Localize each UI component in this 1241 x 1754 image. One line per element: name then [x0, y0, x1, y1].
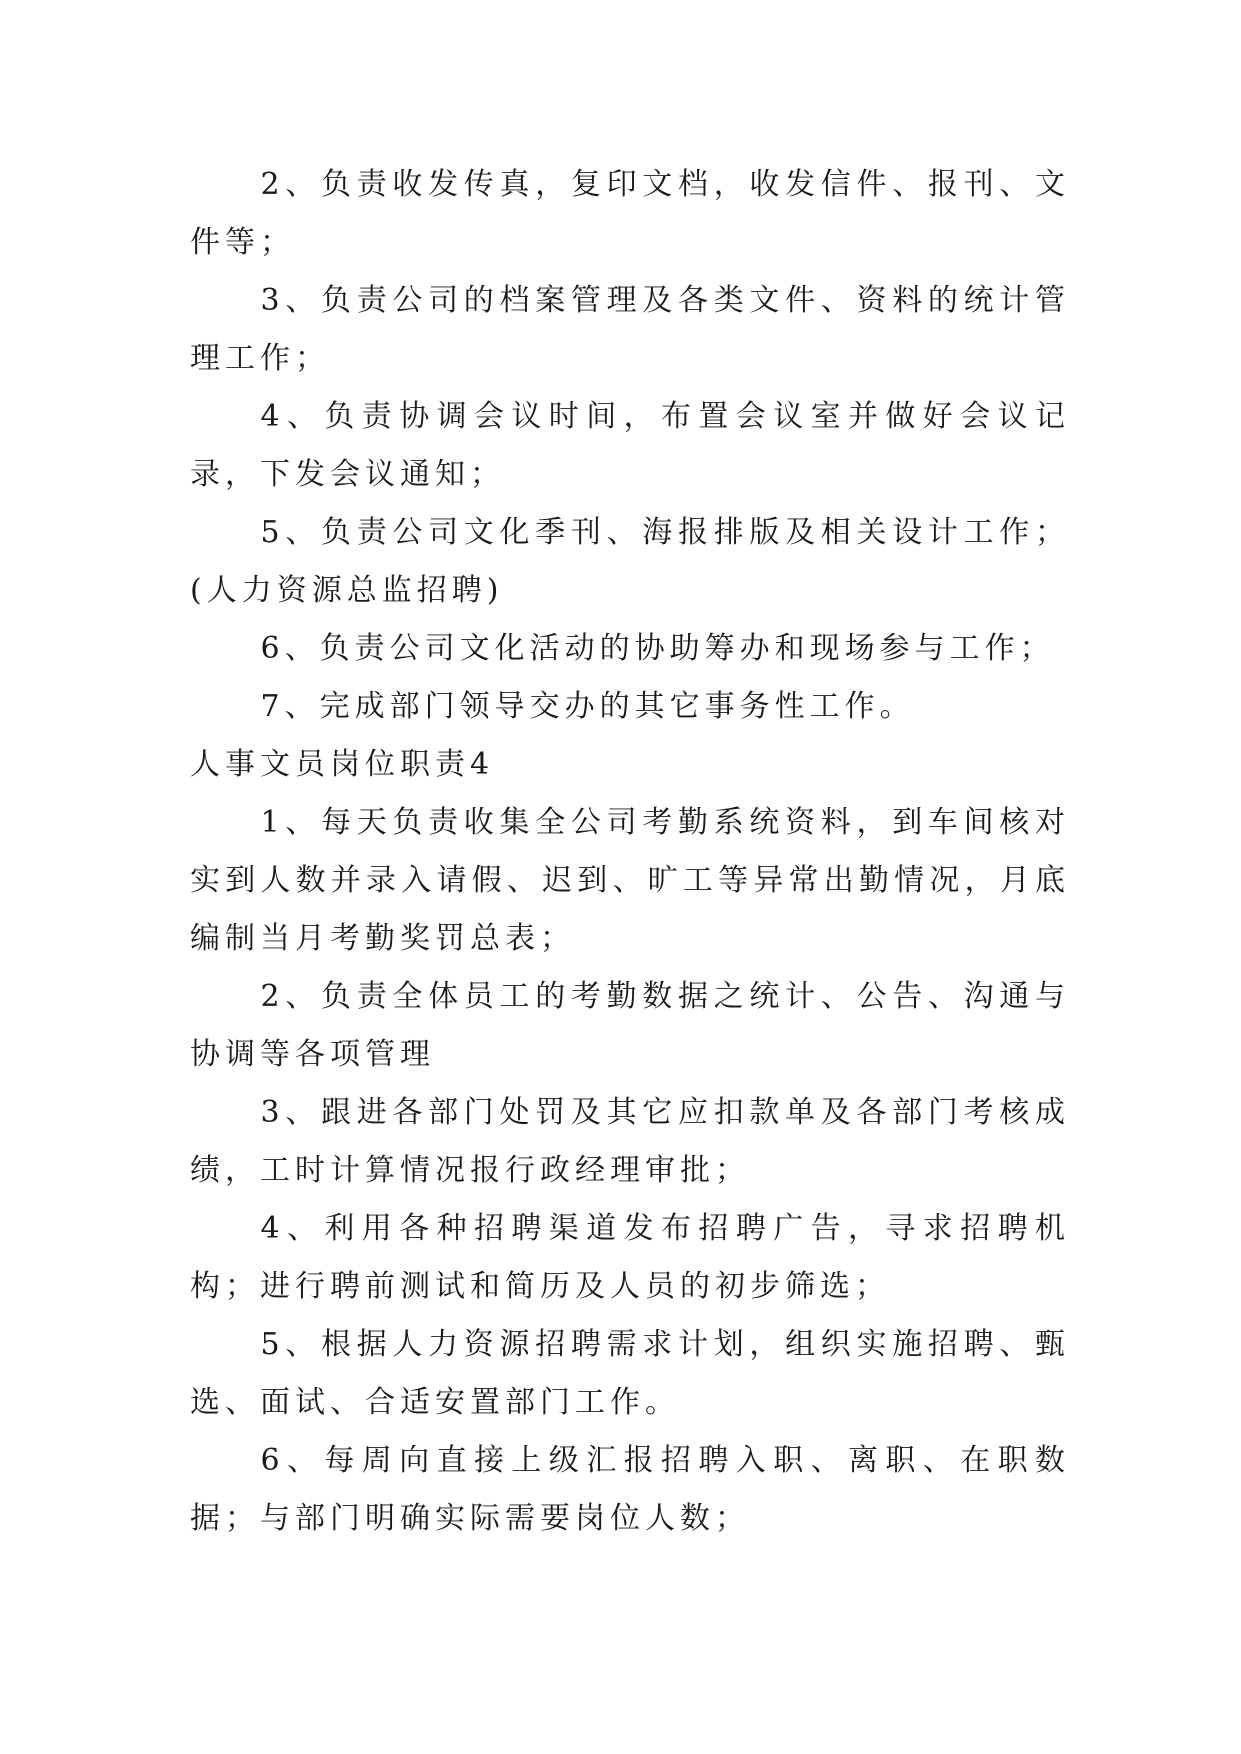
duty-item-6: 6、每周向直接上级汇报招聘入职、离职、在职数据；与部门明确实际需要岗位人数；	[190, 1443, 1070, 1536]
duty-item-5: 5、根据人力资源招聘需求计划，组织实施招聘、甄选、面试、合适安置部门工作。	[190, 1327, 1070, 1420]
paragraph-item-6: 6、负责公司文化活动的协助筹办和现场参与工作；	[260, 631, 1055, 666]
document-body	[190, 156, 1070, 1548]
duty-item-4: 4、利用各种招聘渠道发布招聘广告，寻求招聘机构；进行聘前测试和简历及人员的初步筛选；	[190, 1211, 1070, 1304]
paragraph-item-4: 4、负责协调会议时间，布置会议室并做好会议记录，下发会议通知；	[190, 399, 1070, 492]
section-heading: 人事文员岗位职责4	[190, 747, 495, 782]
paragraph-item-5: 5、负责公司文化季刊、海报排版及相关设计工作；(人力资源总监招聘)	[190, 515, 1070, 608]
paragraph-item-7: 7、完成部门领导交办的其它事务性工作。	[260, 689, 915, 724]
duty-item-1: 1、每天负责收集全公司考勤系统资料，到车间核对实到人数并录入请假、迟到、旷工等异常出勤情况，月底编制当月考勤奖罚总表；	[190, 805, 1070, 956]
duty-item-2: 2、负责全体员工的考勤数据之统计、公告、沟通与协调等各项管理	[190, 979, 1070, 1072]
paragraph-item-2: 2、负责收发传真，复印文档，收发信件、报刊、文件等；	[190, 167, 1070, 260]
duty-item-3: 3、跟进各部门处罚及其它应扣款单及各部门考核成绩，工时计算情况报行政经理审批；	[190, 1095, 1070, 1188]
paragraph-item-3: 3、负责公司的档案管理及各类文件、资料的统计管理工作；	[190, 283, 1070, 376]
